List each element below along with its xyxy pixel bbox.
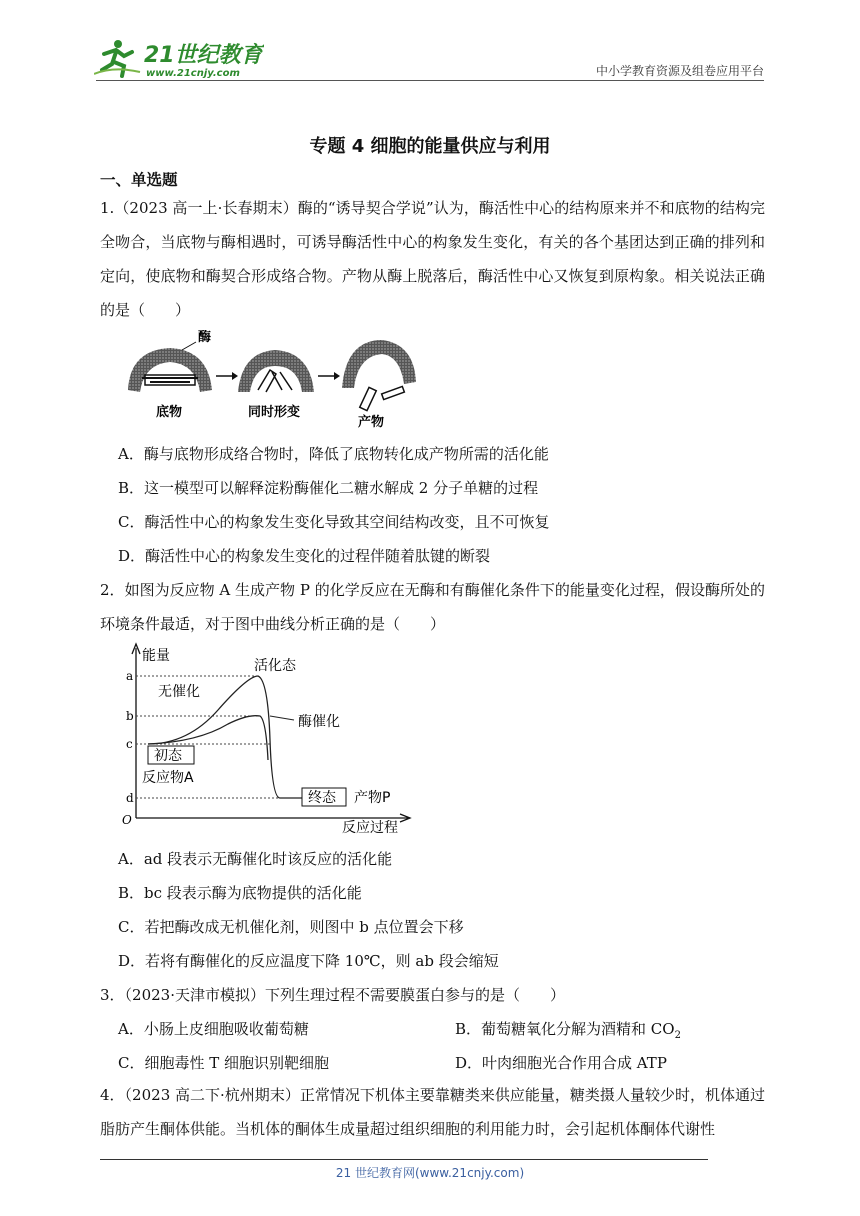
question-2-option-d[interactable]: D．若将有酶催化的反应温度下降 10℃，则 ab 段会缩短 <box>118 952 499 970</box>
logo-text: 21世纪教育 <box>144 43 263 68</box>
origin-label: O <box>122 813 132 827</box>
level-b-label: b <box>126 709 134 723</box>
header-platform-text: 中小学教育资源及组卷应用平台 <box>595 64 764 78</box>
final-state-label: 终态 <box>308 790 336 806</box>
section-heading: 一、单选题 <box>100 171 178 189</box>
no-catalyst-label: 无催化 <box>158 684 200 700</box>
question-4-stem: 4．（2023 高二下·杭州期末）正常情况下机体主要靠糖类来供应能量，糖类摄人量较少时，机体通过脂肪产生酮体供能。当机体的酮体生成量超过组织细胞的利用能力时，会引起机体酮体代谢性 <box>100 1086 765 1138</box>
level-a-label: a <box>126 669 134 683</box>
energy-diagram <box>118 640 418 835</box>
fig1-label-enzyme: 酶 <box>198 330 212 345</box>
site-logo[interactable] <box>94 36 264 80</box>
question-2-option-a[interactable]: A．ad 段表示无酶催化时该反应的活化能 <box>118 850 393 868</box>
initial-state-label: 初态 <box>154 748 182 764</box>
footer-text[interactable]: 21 世纪教育网(www.21cnjy.com) <box>335 1166 525 1180</box>
question-1-option-b[interactable]: B．这一模型可以解释淀粉酶催化二糖水解成 2 分子单糖的过程 <box>118 479 539 497</box>
question-1-stem: 1.（2023 高一上·长春期末）酶的“诱导契合学说”认为，酶活性中心的结构原来并不和底物的结构完全吻合，当底物与酶相遇时，可诱导酶活性中心的构象发生变化，有关的各个基团达到正确的排列和定向，使底物和酶契合形成络合物。产物从酶上脱落后，酶活性中心又恢复到原构象。相关说法正确的是（ ） <box>100 199 765 319</box>
question-1-option-d[interactable]: D．酶活性中心的构象发生变化的过程伴随着肽键的断裂 <box>118 547 491 565</box>
question-2-option-b[interactable]: B．bc 段表示酶为底物提供的活化能 <box>118 884 362 902</box>
question-2-stem: 2．如图为反应物 A 生成产物 P 的化学反应在无酶和有酶催化条件下的能量变化过程，假设酶所处的环境条件最适，对于图中曲线分析正确的是（ ） <box>100 581 765 633</box>
question-3-option-b-text: B．葡萄糖氧化分解为酒精和 CO <box>455 1020 675 1038</box>
product-label: 产物P <box>354 790 391 806</box>
runner-logo-icon <box>94 40 140 76</box>
level-c-label: c <box>126 737 133 751</box>
fig1-label-change: 同时形变 <box>248 405 301 420</box>
logo-url: www.21cnjy.com <box>146 68 240 79</box>
activated-state-label: 活化态 <box>254 658 296 674</box>
question-3-option-b[interactable] <box>455 1019 681 1046</box>
question-3-stem: 3．（2023·天津市模拟）下列生理过程不需要膜蛋白参与的是（ ） <box>100 986 565 1004</box>
header-divider <box>96 80 764 81</box>
reactant-label: 反应物A <box>142 770 194 786</box>
y-axis-label: 能量 <box>142 648 170 664</box>
enzyme-catalysis-label: 酶催化 <box>298 714 340 730</box>
question-2-option-c[interactable]: C．若把酶改成无机催化剂，则图中 b 点位置会下移 <box>118 918 464 936</box>
question-3-option-c[interactable]: C．细胞毒性 T 细胞识别靶细胞 <box>118 1054 330 1072</box>
footer-divider <box>100 1159 708 1160</box>
x-axis-label: 反应过程 <box>342 820 398 835</box>
co2-subscript: 2 <box>674 1030 681 1041</box>
question-1-option-c[interactable]: C．酶活性中心的构象发生变化导致其空间结构改变，且不可恢复 <box>118 513 550 531</box>
page-title: 专题 4 细胞的能量供应与利用 <box>309 136 551 157</box>
level-d-label: d <box>126 791 134 805</box>
fig1-label-substrate: 底物 <box>156 405 183 420</box>
question-1-option-a[interactable]: A．酶与底物形成络合物时，降低了底物转化成产物所需的活化能 <box>118 445 549 463</box>
question-3-option-a[interactable]: A．小肠上皮细胞吸收葡萄糖 <box>118 1020 309 1038</box>
enzyme-induced-fit-figure <box>120 330 420 430</box>
question-3-option-d[interactable]: D．叶肉细胞光合作用合成 ATP <box>455 1054 667 1072</box>
fig1-label-product: 产物 <box>358 415 385 430</box>
